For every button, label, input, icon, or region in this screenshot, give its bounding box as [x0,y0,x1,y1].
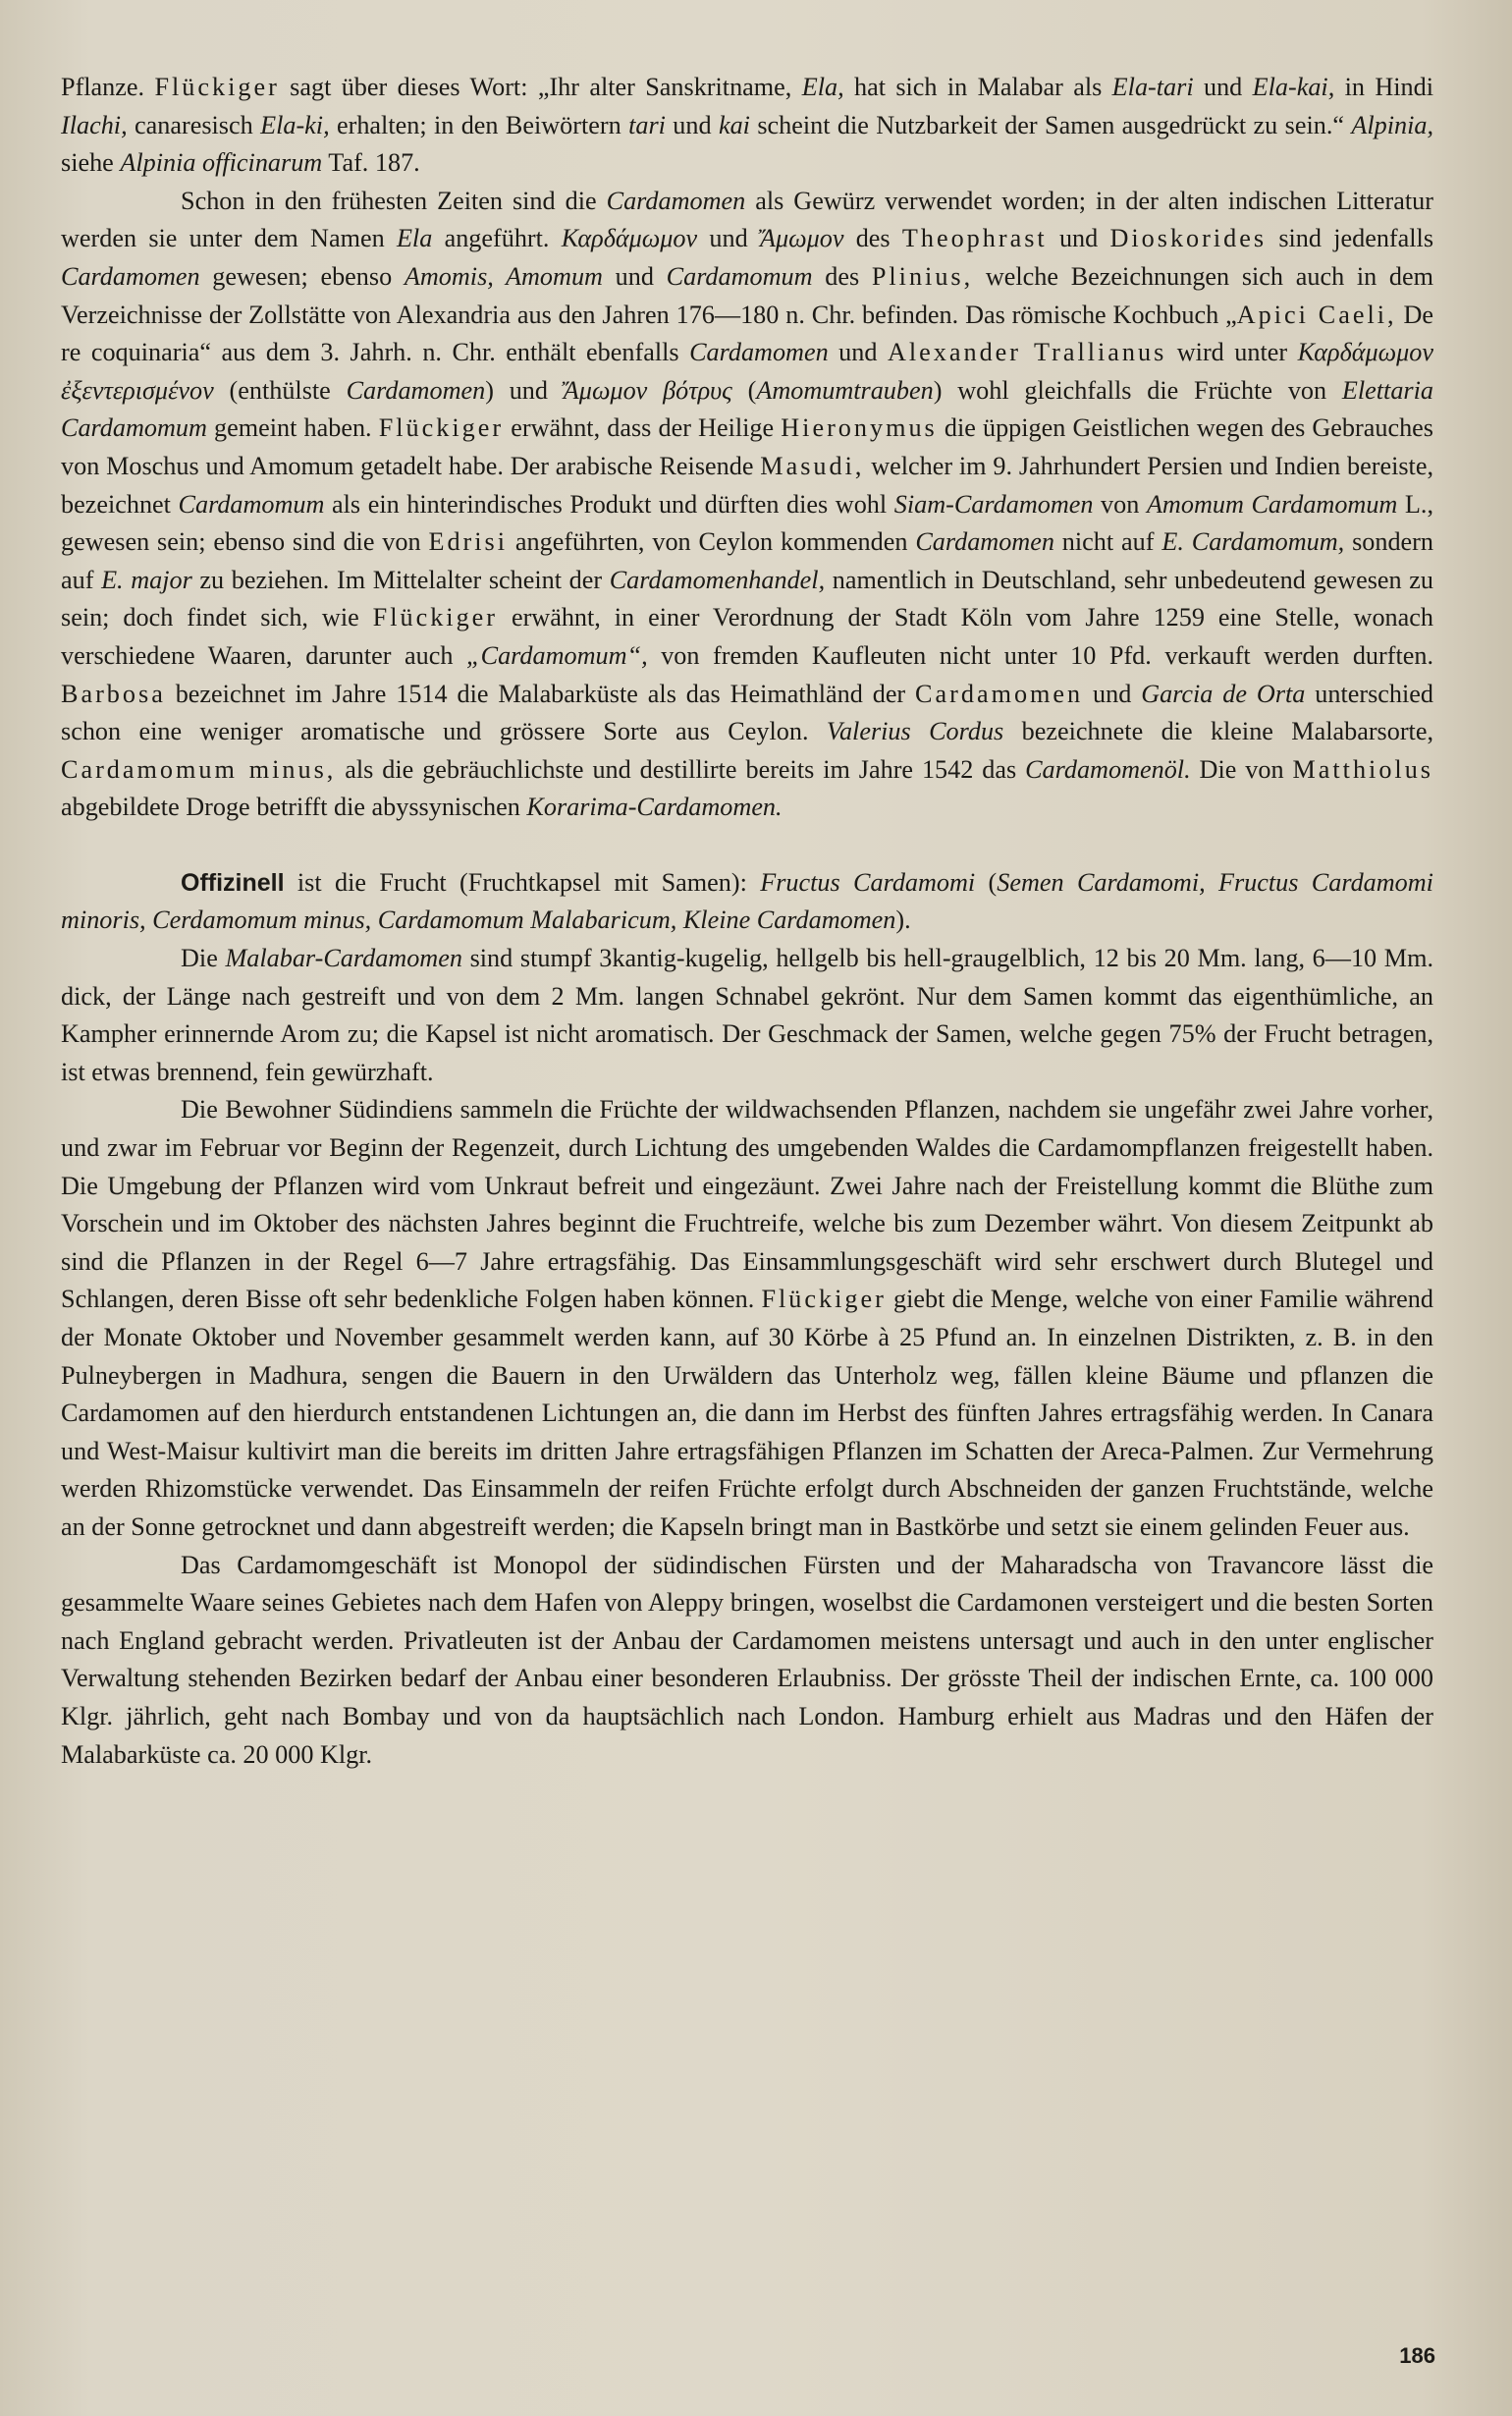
body-text [61,69,1433,1774]
paragraph-harvest: Die Bewohner Südindiens sammeln die Früchte der wildwachsenden Pflanzen, nachdem sie ungefähr zwei Jahre vorher, und zwar im Februar vor Beginn der Regenzeit, durch Lichtung des umgebenden Waldes die Cardamompflanzen freigestellt haben. Die Umgebung der Pflanzen wird vom Unkraut befreit und eingezäunt. Zwei Jahre nach der Freistellung kommt die Blüthe zum Vorschein und im Oktober des nächsten Jahres beginnt die Fruchtreife, welche bis zum Dezember währt. Von diesem Zeitpunkt ab sind die Pflanzen in der Regel 6—7 Jahre ertragsfähig. Das Einsammlungsgeschäft wird sehr erschwert durch Blutegel und Schlangen, deren Bisse oft sehr bedenkliche Folgen haben können. Flückiger giebt die Menge, welche von einer Familie während der Monate Oktober und November gesammelt werden kann, auf 30 Körbe à 25 Pfund an. In einzelnen Distrikten, z. B. in den Pulneybergen in Madhura, sengen die Bauern in den Urwäldern das Unterholz weg, fällen kleine Bäume und pflanzen die Cardamomen auf den hierdurch entstandenen Lichtungen an, die dann im Herbst des fünften Jahres ertragsfähig werden. In Canara und West-Maisur kultivirt man die bereits im dritten Jahre ertragsfähigen Pflanzen im Schatten der Areca-Palmen. Zur Vermehrung werden Rhizomstücke verwendet. Das Einsammeln der reifen Früchte erfolgt durch Abschneiden der ganzen Fruchtstände, welche an der Sonne getrocknet und dann abgestreift werden; die Kapseln bringt man in Bastkörbe und setzt sie einem gelinden Feuer aus. [61,1095,1433,1541]
paragraph-flueckiger-etymology: Pflanze. Flückiger sagt über dieses Wort: „Ihr alter Sanskritname, Ela, hat sich in Malabar als Ela-tari und Ela-kai, in Hindi Ilachi, canaresisch Ela-ki, erhalten; in den Beiwörtern tari und kai scheint die Nutzbarkeit der Samen ausgedrückt zu sein.“ Alpinia, siehe Alpinia officinarum Taf. 187. [61,73,1434,178]
offizinell-label: Offizinell [181,868,285,897]
section-spacer [61,827,1433,864]
paragraph-offizinell: Offizinell ist die Frucht (Fruchtkapsel mit Samen): Fructus Cardamomi (Semen Cardamomi, Fructus Cardamomi minoris, Cerdamomum minus, Cardamomum Malabaricum, Kleine Cardamomen). [61,867,1433,935]
paragraph-trade: Das Cardamomgeschäft ist Monopol der südindischen Fürsten und der Maharadscha von Travancore lässt die gesammelte Waare seines Gebietes nach dem Hafen von Aleppy bringen, woselbst die Cardamonen versteigert und die besten Sorten nach England gebracht werden. Privatleuten ist der Anbau der Cardamomen meistens untersagt und auch in den unter englischer Verwaltung stehenden Bezirken bedarf der Anbau einer besonderen Erlaubniss. Der grösste Theil der indischen Ernte, ca. 100 000 Klgr. jährlich, geht nach Bombay und von da hauptsächlich nach London. Hamburg erhielt aus Madras und den Häfen der Malabarküste ca. 20 000 Klgr. [61,1550,1433,1769]
page-number: 186 [1399,2343,1435,2368]
paragraph-history: Schon in den frühesten Zeiten sind die Cardamomen als Gewürz verwendet worden; in der alten indischen Litteratur werden sie unter dem Namen Ela angeführt. Καρδάμωμον und Ἄμωμον des Theophrast und Dioskorides sind jedenfalls Cardamomen gewesen; ebenso Amomis, Amomum und Cardamomum des Plinius, welche Bezeichnungen sich auch in dem Verzeichnisse der Zollstätte von Alexandria aus den Jahren 176—180 n. Chr. befinden. Das römische Kochbuch „Apici Caeli, De re coquinaria“ aus dem 3. Jahrh. n. Chr. enthält ebenfalls Cardamomen und Alexander Trallianus wird unter Καρδάμωμον ἐξεντερισμένον (enthülste Cardamomen) und Ἄμωμον βότρυς (Amomumtrauben) wohl gleichfalls die Früchte von Elettaria Cardamomum gemeint haben. Flückiger erwähnt, dass der Heilige Hieronymus die üppigen Geistlichen wegen des Gebrauches von Moschus und Amomum getadelt habe. Der arabische Reisende Masudi, welcher im 9. Jahrhundert Persien und Indien bereiste, bezeichnet Cardamomum als ein hinterindisches Produkt und dürften dies wohl Siam-Cardamomen von Amomum Cardamomum L., gewesen sein; ebenso sind die von Edrisi angeführten, von Ceylon kommenden Cardamomen nicht auf E. Cardamomum, sondern auf E. major zu beziehen. Im Mittelalter scheint der Cardamomenhandel, namentlich in Deutschland, sehr unbedeutend gewesen zu sein; doch findet sich, wie Flückiger erwähnt, in einer Verordnung der Stadt Köln vom Jahre 1259 eine Stelle, wonach verschiedene Waaren, darunter auch „Cardamomum“, von fremden Kaufleuten nicht unter 10 Pfd. verkauft werden durften. Barbosa bezeichnet im Jahre 1514 die Malabarküste als das Heimathländ der Cardamomen und Garcia de Orta unterschied schon eine weniger aromatische und grössere Sorte aus Ceylon. Valerius Cordus bezeichnete die kleine Malabarsorte, Cardamomum minus, als die gebräuchlichste und destillirte bereits im Jahre 1542 das Cardamomenöl. Die von Matthiolus abgebildete Droge betrifft die abyssynischen Korarima-Cardamomen. [61,186,1434,822]
paragraph-malabar-description: Die Malabar-Cardamomen sind stumpf 3kantig-kugelig, hellgelb bis hell-graugelblich, 12 bis 20 Mm. lang, 6—10 Mm. dick, der Länge nach gestreift und von dem 2 Mm. langen Schnabel gekrönt. Nur dem Samen kommt das eigenthümliche, an Kampher erinnernde Arom zu; die Kapsel ist nicht aromatisch. Der Geschmack der Samen, welche gegen 75% der Frucht betragen, ist etwas brennend, fein gewürzhaft. [61,944,1433,1086]
